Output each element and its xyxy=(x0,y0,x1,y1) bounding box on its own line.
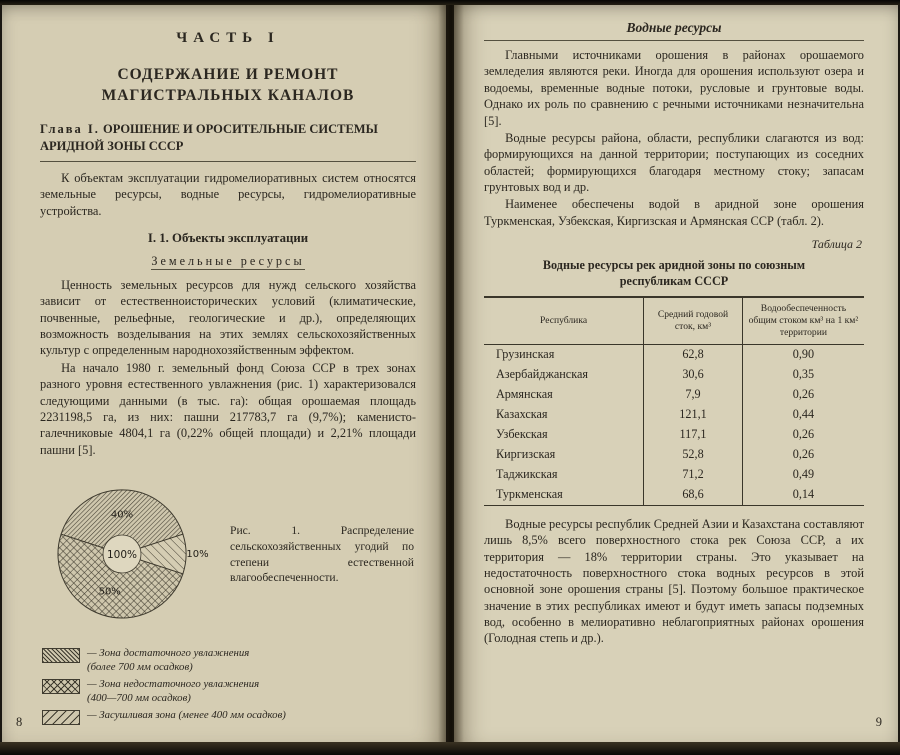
table-cell: 0,35 xyxy=(742,365,864,385)
legend-swatch xyxy=(42,710,80,725)
page-number-right: 9 xyxy=(875,715,882,729)
legend-label: — Зона достаточного увлажнения (более 700 мм осадков) xyxy=(87,647,250,673)
table-title: Водные ресурсы рек аридной зоны по союзным республикам СССР xyxy=(542,258,806,288)
table-cell: Казахская xyxy=(496,407,548,422)
pie-chart-container xyxy=(40,468,230,641)
water-resources-table xyxy=(484,296,864,506)
pie-slice-label: 10% xyxy=(186,549,209,561)
legend-label: — Засушливая зона (менее 400 мм осадков) xyxy=(87,709,286,722)
chapter-label: Глава I. xyxy=(40,121,100,136)
right-page xyxy=(454,4,898,744)
legend-item xyxy=(42,678,416,705)
table-cell: 7,9 xyxy=(644,385,743,405)
book-title xyxy=(40,65,416,107)
table-cell: 117,1 xyxy=(644,425,743,445)
table-row xyxy=(484,485,864,506)
table-cell: Армянская xyxy=(496,387,553,402)
table-cell: 121,1 xyxy=(644,405,743,425)
chapter-heading xyxy=(40,121,416,162)
section-heading: I. 1. Объекты эксплуатации xyxy=(147,230,309,245)
table-cell: 0,49 xyxy=(742,465,864,485)
pie-chart xyxy=(40,468,225,636)
pie-slice-label: 40% xyxy=(110,509,134,521)
table-cell: 0,90 xyxy=(742,344,864,365)
paragraph: Водные ресурсы района, области, республики слагаются из вод: формирующихся на данной территории; поступающих из соседних областей; формирующихся благодаря местному стоку; запасам грунтовых вод и др. xyxy=(484,130,864,194)
table-cell: 52,8 xyxy=(644,445,743,465)
table-row xyxy=(484,465,864,485)
table-cell: Узбекская xyxy=(496,427,548,442)
legend-swatch xyxy=(42,679,80,694)
table-row xyxy=(484,365,864,385)
table-cell: 30,6 xyxy=(644,365,743,385)
table-header-row xyxy=(484,297,864,344)
paragraph: Ценность земельных ресурсов для нужд сельского хозяйства зависит от естественноисторических условий (климатические, почвенные, рельефные, геологические и др.), определяющих возможность возделывания на этих землях сельскохозяйственных культур с определенным народнохозяйственным эффектом. xyxy=(40,277,416,358)
scan-top-edge xyxy=(0,0,900,5)
table-label: Таблица 2 xyxy=(811,237,862,252)
table-cell: 0,44 xyxy=(742,405,864,425)
column-header: Водообеспеченность общим стоком км³ на 1 км² территории xyxy=(742,297,864,344)
paragraph: К объектам эксплуатации гидромелиоративных систем относятся земельные ресурсы, водные ресурсы, гидромелиоративные устройства. xyxy=(40,170,416,218)
legend-item xyxy=(42,709,416,725)
scan-bottom-edge xyxy=(0,742,900,755)
table-row xyxy=(484,445,864,465)
left-page xyxy=(2,4,446,744)
table-row xyxy=(484,385,864,405)
table-row xyxy=(484,344,864,365)
paragraph: Водные ресурсы республик Средней Азии и Казахстана составляют лишь 8,5% всего поверхностного стока рек Союза ССР, а их территория — 18% территории страны. Это указывает на недостаточность поверхностного стока водных ресурсов в этой основной зоне орошения страны [5]. Поэтому большое практическое значение в этих республиках имеют и будут иметь запасы подземных вод, особенно в мелиоративно неблагоприятных районах орошения (Голодная степь и др.). xyxy=(484,516,864,646)
table-cell: 0,26 xyxy=(742,385,864,405)
table-cell: 71,2 xyxy=(644,465,743,485)
table-cell: Таджикская xyxy=(496,467,558,482)
page-number-left: 8 xyxy=(16,715,23,729)
column-header: Средний годовой сток, км³ xyxy=(644,297,743,344)
book-gutter xyxy=(438,0,464,755)
table-cell: 62,8 xyxy=(644,344,743,365)
paragraph: Главными источниками орошения в районах орошаемого земледелия являются реки. Иногда для орошения используют озера и водоемы, временные водные потоки, русловые и грунтовые воды. Однако их роль по сравнению с речными источниками незначительна [5]. xyxy=(484,48,864,128)
paragraph: Наименее обеспечены водой в аридной зоне орошения Туркменская, Узбекская, Киргизская и Армянская ССР (табл. 2). xyxy=(484,197,864,228)
subsection-heading: Земельные ресурсы xyxy=(151,253,305,268)
water-table-body xyxy=(484,344,864,505)
legend-item xyxy=(42,647,416,674)
table-row xyxy=(484,425,864,445)
table-cell: 0,26 xyxy=(742,445,864,465)
table-row xyxy=(484,405,864,425)
part-heading: ЧАСТЬ I xyxy=(176,30,280,46)
table-cell: Киргизская xyxy=(496,447,556,462)
paragraph: На начало 1980 г. земельный фонд Союза ССР в трех зонах разного уровня естественного увлажнения (рис. 1) характеризовался следующими данными (в тыс. га): общая орошаемая площадь 2231198,5 га, из них: пашни 217783,7 га (9,7%); каменисто-галечниковые 4804,1 га (0,22% общей площади) и 2,21% площади пашни [5]. xyxy=(40,360,416,457)
table-cell: Азербайджанская xyxy=(496,367,588,382)
figure-legend xyxy=(42,647,416,725)
book-title-line1: СОДЕРЖАНИЕ И РЕМОНТ xyxy=(117,66,339,83)
book-title-line2: МАГИСТРАЛЬНЫХ КАНАЛОВ xyxy=(101,86,355,104)
table-cell: Грузинская xyxy=(496,347,555,362)
column-header: Республика xyxy=(484,297,644,344)
figure-caption: Рис. 1. Распределение сельскохозяйственных угодий по степени естественной влагообеспеченности. xyxy=(230,524,414,585)
legend-label: — Зона недостаточного увлажнения (400—700 мм осадков) xyxy=(87,678,260,704)
table-cell: 0,26 xyxy=(742,425,864,445)
legend-swatch xyxy=(42,648,80,663)
figure-1 xyxy=(40,468,416,641)
water-resources-heading: Водные ресурсы xyxy=(484,20,864,41)
chapter-title: ОРОШЕНИЕ И ОРОСИТЕЛЬНЫЕ СИСТЕМЫ АРИДНОЙ ЗОНЫ СССР xyxy=(40,121,378,154)
pie-slice-label: 50% xyxy=(98,586,121,598)
table-cell: Туркменская xyxy=(496,487,563,502)
table-cell: 0,14 xyxy=(742,485,864,506)
pie-center-label: 100% xyxy=(106,549,138,562)
table-cell: 68,6 xyxy=(644,485,743,506)
